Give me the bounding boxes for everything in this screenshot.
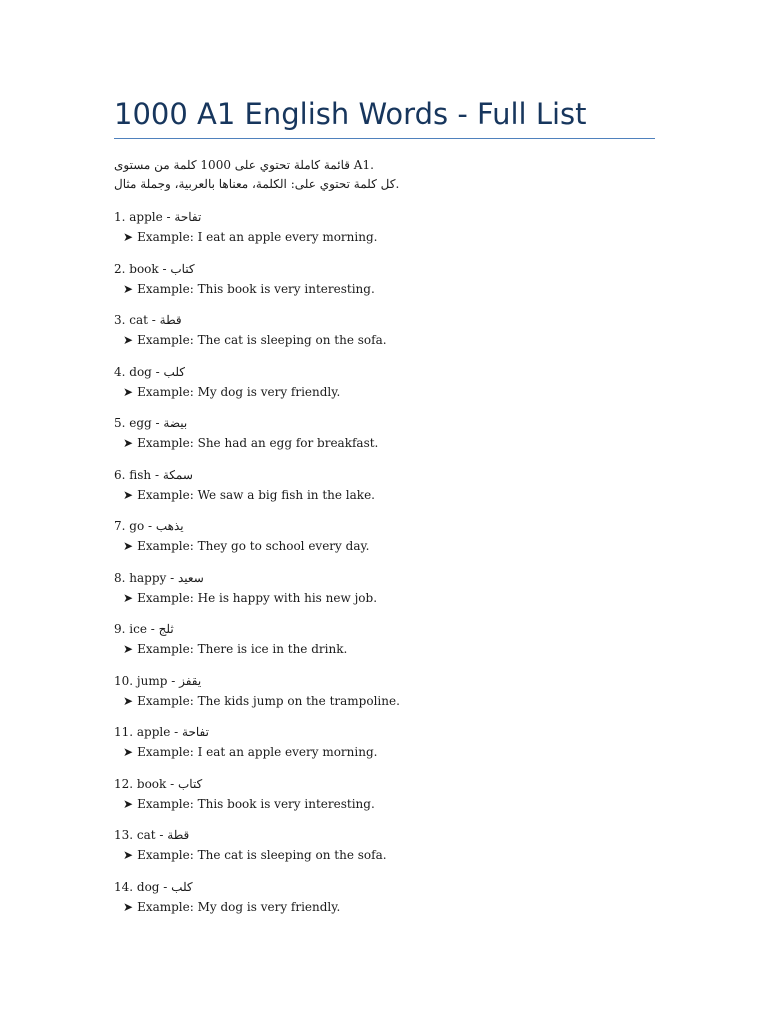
- example-line: [114, 433, 655, 453]
- example-line: [114, 536, 655, 556]
- arrow-bullet-icon: ➤: [123, 487, 134, 502]
- example-line: [114, 227, 655, 247]
- word-heading: 9. ice - ثلج: [114, 622, 174, 636]
- word-entry: [114, 413, 655, 465]
- word-heading: 2. book - كتاب: [114, 261, 195, 276]
- arrow-bullet-icon: ➤: [123, 539, 134, 553]
- page-title: 1000 A1 English Words - Full List: [114, 96, 655, 139]
- intro-line: كل كلمة تحتوي على: الكلمة، معناها بالعربية، وجملة مثال.: [114, 177, 400, 191]
- word-entry: [114, 671, 655, 723]
- word-heading: 11. apple - تفاحة: [114, 725, 209, 739]
- word-entry: [114, 568, 655, 620]
- word-entry: [114, 465, 655, 517]
- arrow-bullet-icon: ➤: [123, 796, 134, 811]
- arrow-bullet-icon: ➤: [123, 230, 134, 244]
- word-heading: 12. book - كتاب: [114, 776, 203, 791]
- word-entry: [114, 877, 655, 929]
- example-text: Example: This book is very interesting.: [137, 281, 375, 296]
- word-entry: [114, 259, 655, 311]
- example-text: Example: He is happy with his new job.: [137, 590, 378, 605]
- word-heading: 6. fish - سمكة: [114, 467, 193, 482]
- arrow-bullet-icon: ➤: [123, 590, 134, 605]
- word-heading: 4. dog - كلب: [114, 364, 186, 379]
- example-line: [114, 279, 655, 299]
- arrow-bullet-icon: ➤: [123, 693, 134, 708]
- word-entry: [114, 207, 655, 259]
- word-entry: [114, 516, 655, 568]
- word-heading: 8. happy - سعيد: [114, 570, 204, 585]
- intro-line: قائمة كاملة تحتوي على 1000 كلمة من مستوى A1.: [114, 158, 374, 172]
- intro-text: [114, 156, 655, 194]
- arrow-bullet-icon: ➤: [123, 333, 134, 347]
- example-text: Example: They go to school every day.: [137, 539, 370, 553]
- example-line: [114, 794, 655, 814]
- example-line: [114, 845, 655, 865]
- word-entry: [114, 362, 655, 414]
- word-heading: 14. dog - كلب: [114, 879, 193, 894]
- arrow-bullet-icon: ➤: [123, 899, 134, 914]
- word-entry: [114, 619, 655, 671]
- arrow-bullet-icon: ➤: [123, 384, 134, 399]
- example-text: Example: The cat is sleeping on the sofa.: [137, 848, 387, 862]
- example-text: Example: We saw a big fish in the lake.: [137, 487, 375, 502]
- word-heading: 7. go - يذهب: [114, 519, 184, 533]
- word-entry: [114, 722, 655, 774]
- example-text: Example: She had an egg for breakfast.: [137, 436, 379, 450]
- document-page: [114, 96, 655, 928]
- example-text: Example: The kids jump on the trampoline.: [137, 693, 400, 708]
- word-entry: [114, 825, 655, 877]
- example-text: Example: My dog is very friendly.: [137, 899, 341, 914]
- example-text: Example: I eat an apple every morning.: [137, 745, 378, 759]
- word-entry: [114, 774, 655, 826]
- arrow-bullet-icon: ➤: [123, 642, 134, 656]
- word-entry: [114, 310, 655, 362]
- example-line: [114, 639, 655, 659]
- word-list: [114, 207, 655, 928]
- word-heading: 10. jump - يقفز: [114, 673, 202, 688]
- example-line: [114, 742, 655, 762]
- arrow-bullet-icon: ➤: [123, 436, 134, 450]
- example-line: [114, 691, 655, 711]
- example-line: [114, 382, 655, 402]
- example-text: Example: I eat an apple every morning.: [137, 230, 378, 244]
- example-text: Example: There is ice in the drink.: [137, 642, 348, 656]
- word-heading: 13. cat - قطة: [114, 828, 190, 842]
- example-text: Example: The cat is sleeping on the sofa.: [137, 333, 387, 347]
- example-line: [114, 485, 655, 505]
- word-heading: 1. apple - تفاحة: [114, 210, 202, 224]
- arrow-bullet-icon: ➤: [123, 745, 134, 759]
- arrow-bullet-icon: ➤: [123, 281, 134, 296]
- word-heading: 3. cat - قطة: [114, 313, 182, 327]
- example-line: [114, 588, 655, 608]
- example-line: [114, 330, 655, 350]
- example-text: Example: My dog is very friendly.: [137, 384, 341, 399]
- arrow-bullet-icon: ➤: [123, 848, 134, 862]
- example-text: Example: This book is very interesting.: [137, 796, 375, 811]
- word-heading: 5. egg - بيضة: [114, 416, 188, 430]
- example-line: [114, 897, 655, 917]
